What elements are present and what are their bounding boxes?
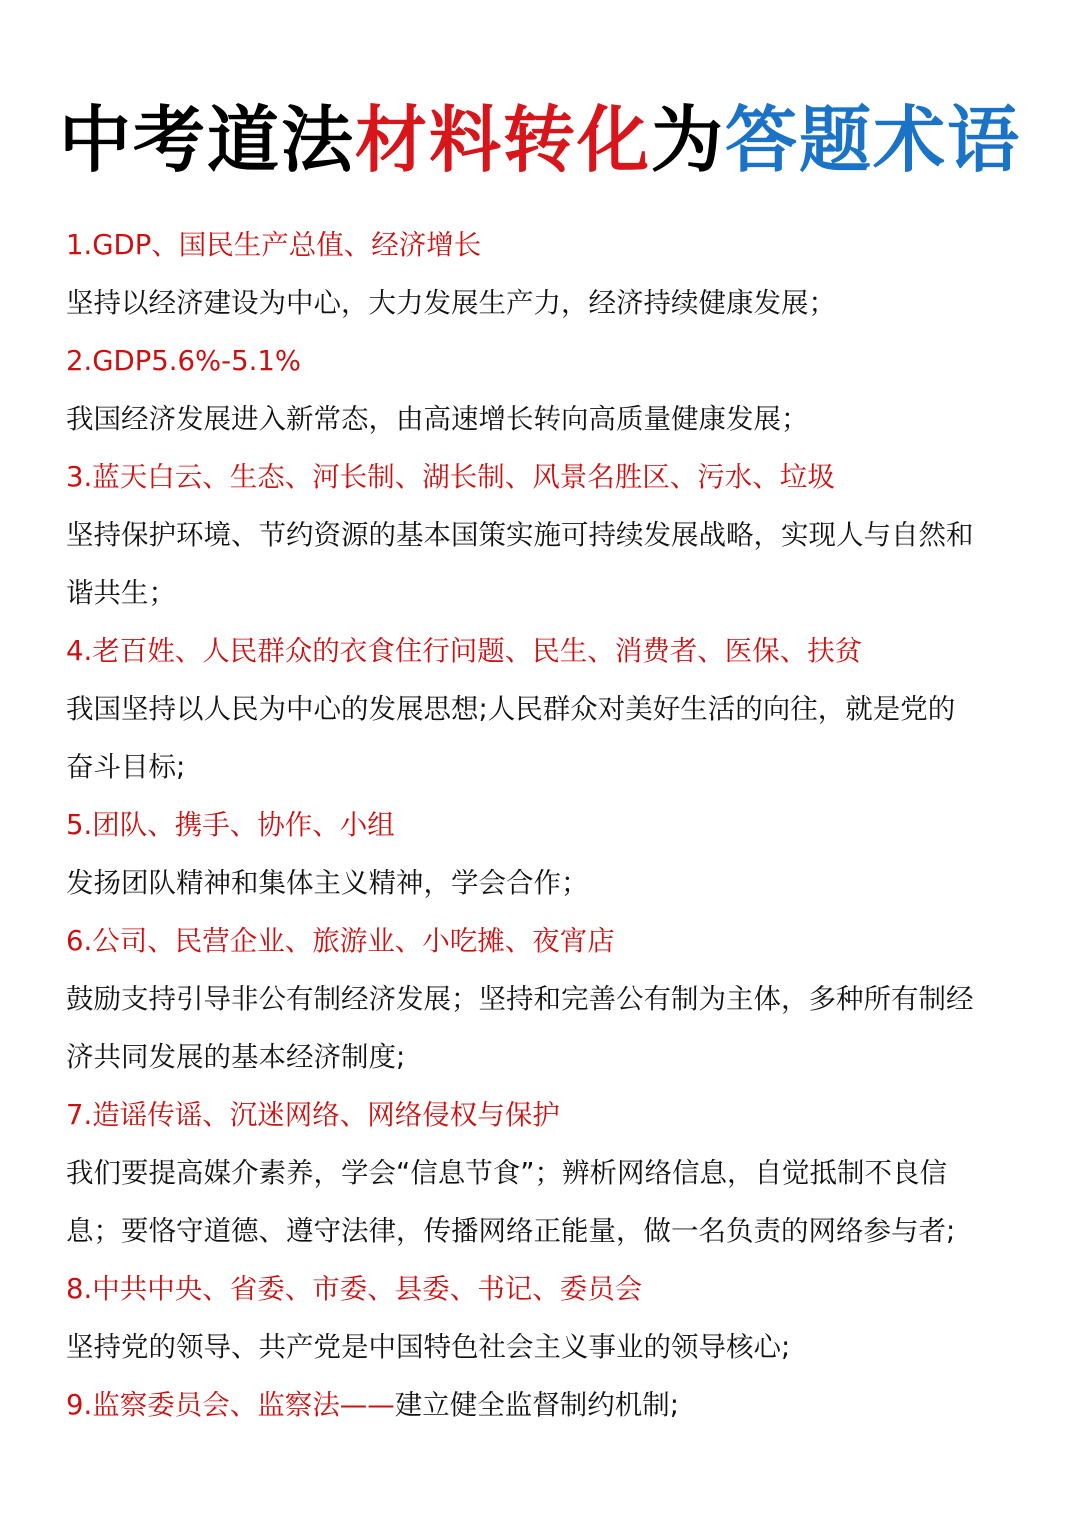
item-7-body-line-2: 息；要恪守道德、遵守法律，传播网络正能量，做一名负责的网络参与者;	[66, 1215, 956, 1247]
title-part-1: 中考道法	[58, 98, 355, 182]
item-8-heading: 8.中共中央、省委、市委、县委、书记、委员会	[66, 1273, 643, 1305]
title-part-4: 答题术语	[725, 98, 1022, 182]
item-3-body-line-2: 谐共生；	[66, 577, 176, 609]
item-3-body-line-1: 坚持保护环境、节约资源的基本国策实施可持续发展战略，实现人与自然和	[66, 519, 974, 551]
item-1-body-line-1: 坚持以经济建设为中心，大力发展生产力，经济持续健康发展；	[66, 287, 836, 319]
item-3-heading: 3.蓝天白云、生态、河长制、湖长制、风景名胜区、污水、垃圾	[66, 461, 835, 493]
title-part-2: 材料转化	[354, 98, 651, 182]
item-8-body-line-1: 坚持党的领导、共产党是中国特色社会主义事业的领导核心;	[66, 1331, 791, 1363]
item-2-body-line-1: 我国经济发展进入新常态，由高速增长转向高质量健康发展；	[66, 403, 809, 435]
item-7-heading: 7.造谣传谣、沉迷网络、网络侵权与保护	[66, 1099, 560, 1131]
item-4-body-line-2: 奋斗目标;	[66, 751, 186, 783]
item-4-body-line-1: 我国坚持以人民为中心的发展思想;人民群众对美好生活的向往，就是党的	[66, 693, 956, 725]
title-part-3: 为	[651, 98, 726, 182]
item-6-heading: 6.公司、民营企业、旅游业、小吃摊、夜宵店	[66, 925, 615, 957]
item-6-body-line-1: 鼓励支持引导非公有制经济发展；坚持和完善公有制为主体，多种所有制经	[66, 983, 974, 1015]
item-5-heading: 5.团队、携手、协作、小组	[66, 809, 395, 841]
item-6-body-line-2: 济共同发展的基本经济制度;	[66, 1041, 406, 1073]
item-2-heading: 2.GDP5.6%-5.1%	[66, 345, 301, 377]
item-9-heading: 9.监察委员会、监察法——	[66, 1389, 395, 1421]
item-9-line	[66, 1376, 1026, 1434]
content-list	[66, 216, 1026, 1434]
page-title	[0, 92, 1080, 188]
item-9-body-inline: 建立健全监督制约机制;	[394, 1389, 680, 1421]
item-7-body-line-1: 我们要提高媒介素养，学会“信息节食”；辨析网络信息，自觉抵制不良信	[66, 1157, 947, 1189]
item-4-heading: 4.老百姓、人民群众的衣食住行问题、民生、消费者、医保、扶贫	[66, 635, 863, 667]
item-5-body-line-1: 发扬团队精神和集体主义精神，学会合作；	[66, 867, 589, 899]
item-1-heading: 1.GDP、国民生产总值、经济增长	[66, 229, 482, 261]
